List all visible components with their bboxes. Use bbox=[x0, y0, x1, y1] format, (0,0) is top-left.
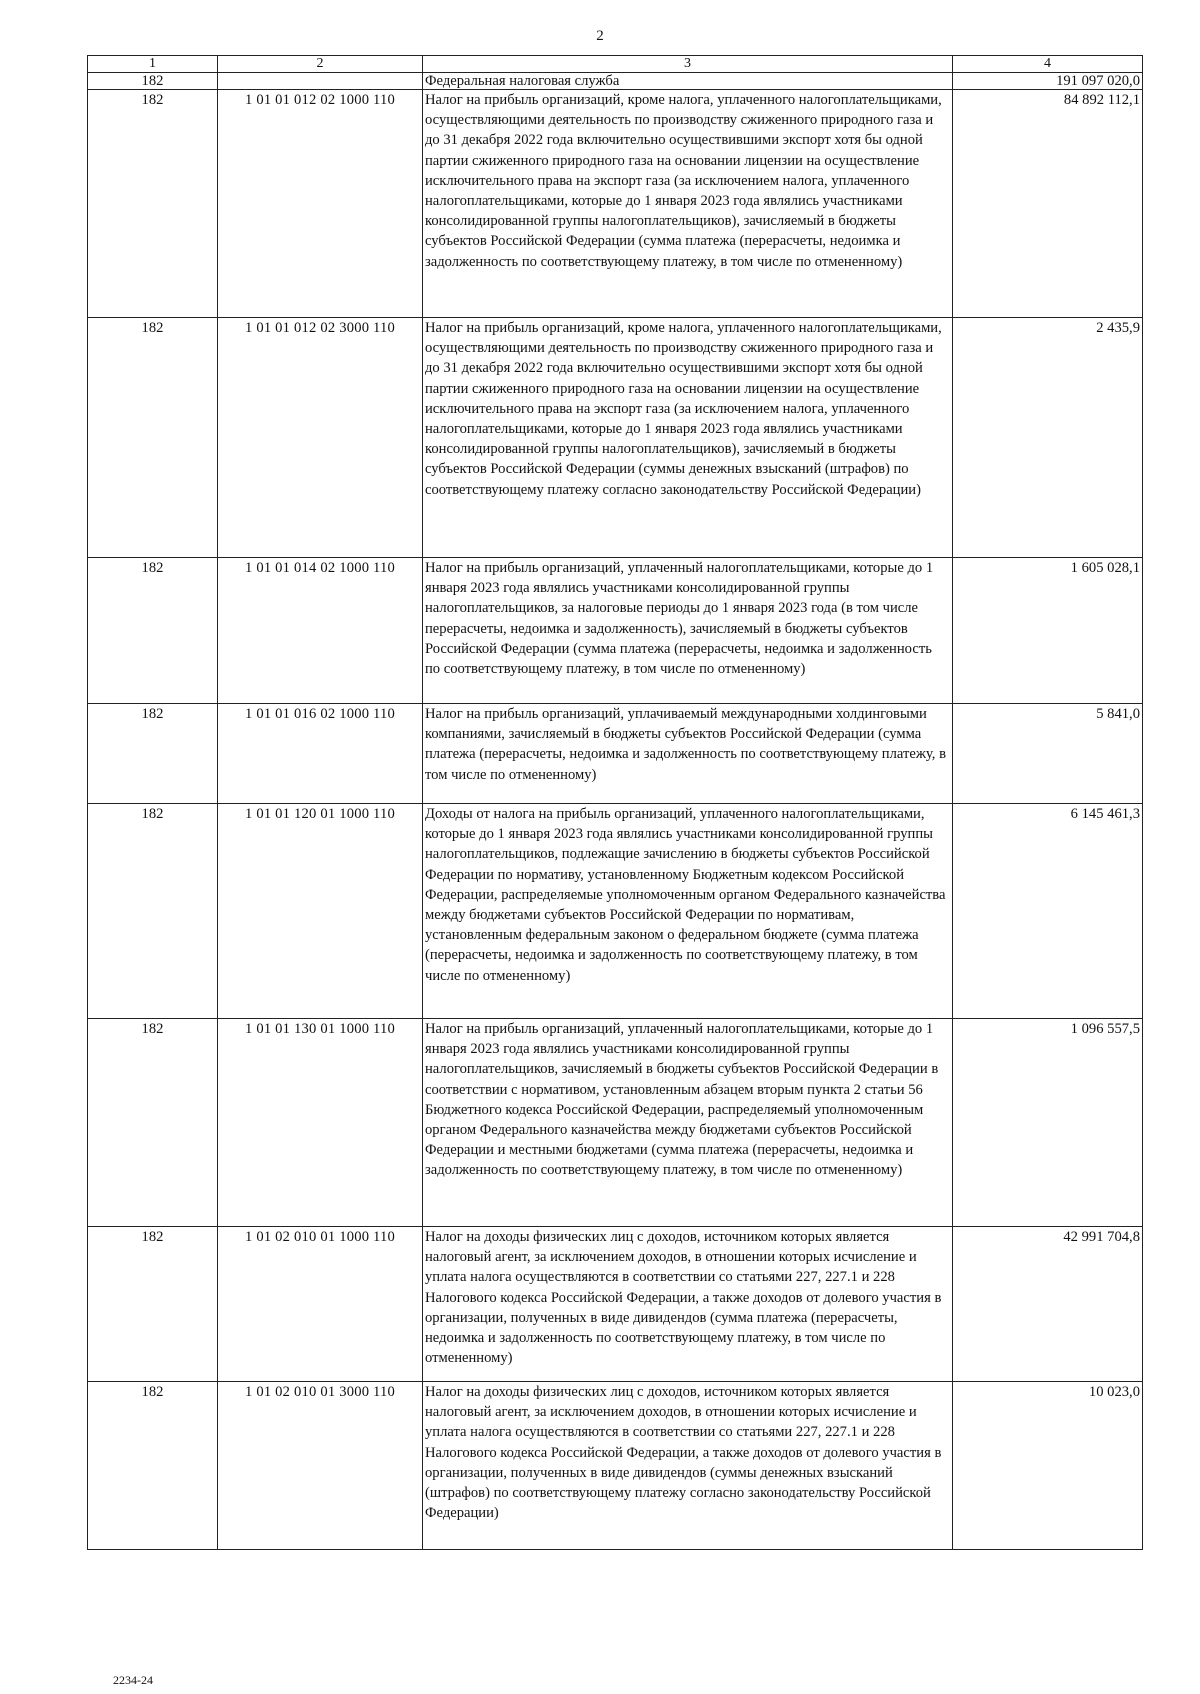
admin-code: 182 bbox=[88, 1382, 218, 1550]
revenue-name: Федеральная налоговая служба bbox=[423, 73, 953, 90]
amount: 5 841,0 bbox=[953, 704, 1143, 804]
header-row bbox=[88, 56, 1143, 73]
revenue-name: Налог на прибыль организаций, уплаченный налогоплательщиками, которые до 1 января 2023 года являлись участниками консолидированной группы налогоплательщиков, за налоговые периоды до 1 января 2023 года (в том числе перерасчеты, недоимка и задолженность), зачисляемый в бюджеты субъектов Российской Федерации (сумма платежа (перерасчеты, недоимка и задолженность по соответствующему платежу, в том числе по отмененному) bbox=[423, 558, 953, 704]
admin-code: 182 bbox=[88, 804, 218, 1019]
amount: 42 991 704,8 bbox=[953, 1227, 1143, 1382]
table-row bbox=[88, 704, 1143, 804]
document-code: 2234-24 bbox=[113, 1673, 153, 1687]
revenue-name: Налог на прибыль организаций, кроме налога, уплаченного налогоплательщиками, осуществляющими деятельность по производству сжиженного природного газа и до 31 декабря 2022 года включительно осуществившими экспорт хотя бы одной партии сжиженного природного газа на основании лицензии на осуществление исключительного права на экспорт газа (за исключением налога, уплаченного налогоплательщиками, которые до 1 января 2023 года являлись участниками консолидированной группы налогоплательщиков), зачисляемый в бюджеты субъектов Российской Федерации (суммы денежных взысканий (штрафов) по соответствующему платежу согласно законодательству Российской Федерации) bbox=[423, 318, 953, 558]
admin-code: 182 bbox=[88, 1019, 218, 1227]
budget-code: 1 01 02 010 01 3000 110 bbox=[218, 1382, 423, 1550]
admin-code: 182 bbox=[88, 318, 218, 558]
revenue-name: Налог на доходы физических лиц с доходов, источником которых является налоговый агент, за исключением доходов, в отношении которых исчисление и уплата налога осуществляются в соответствии со статьями 227, 227.1 и 228 Налогового кодекса Российской Федерации, а также доходов от долевого участия в организации, полученных в виде дивидендов (сумма платежа (перерасчеты, недоимка и задолженность по соответствующему платежу, в том числе по отмененному) bbox=[423, 1227, 953, 1382]
amount: 1 096 557,5 bbox=[953, 1019, 1143, 1227]
table-row bbox=[88, 1019, 1143, 1227]
amount: 6 145 461,3 bbox=[953, 804, 1143, 1019]
revenue-name: Налог на прибыль организаций, кроме налога, уплаченного налогоплательщиками, осуществляющими деятельность по производству сжиженного природного газа и до 31 декабря 2022 года включительно осуществившими экспорт хотя бы одной партии сжиженного природного газа на основании лицензии на осуществление исключительного права на экспорт газа (за исключением налога, уплаченного налогоплательщиками, которые до 1 января 2023 года являлись участниками консолидированной группы налогоплательщиков), зачисляемый в бюджеты субъектов Российской Федерации (сумма платежа (перерасчеты, недоимка и задолженность по соответствующему платежу, в том числе по отмененному) bbox=[423, 90, 953, 318]
header-col-4: 4 bbox=[953, 56, 1143, 73]
admin-code: 182 bbox=[88, 558, 218, 704]
revenue-table bbox=[87, 55, 1143, 1550]
revenue-name: Налог на прибыль организаций, уплаченный налогоплательщиками, которые до 1 января 2023 года являлись участниками консолидированной группы налогоплательщиков, зачисляемый в бюджеты субъектов Российской Федерации в соответствии с нормативом, установленным абзацем вторым пункта 2 статьи 56 Бюджетного кодекса Российской Федерации, распределяемый уполномоченным органом Федерального казначейства между бюджетами субъектов Российской Федерации и местными бюджетами (сумма платежа (перерасчеты, недоимка и задолженность по соответствующему платежу, в том числе по отмененному) bbox=[423, 1019, 953, 1227]
revenue-name: Налог на доходы физических лиц с доходов, источником которых является налоговый агент, за исключением доходов, в отношении которых исчисление и уплата налога осуществляются в соответствии со статьями 227, 227.1 и 228 Налогового кодекса Российской Федерации, а также доходов от долевого участия в организации, полученных в виде дивидендов (суммы денежных взысканий (штрафов) по соответствующему платежу согласно законодательству Российской Федерации) bbox=[423, 1382, 953, 1550]
table-row-total bbox=[88, 73, 1143, 90]
amount: 10 023,0 bbox=[953, 1382, 1143, 1550]
admin-code: 182 bbox=[88, 704, 218, 804]
budget-code bbox=[218, 73, 423, 90]
amount: 84 892 112,1 bbox=[953, 90, 1143, 318]
header-col-2: 2 bbox=[218, 56, 423, 73]
table-row bbox=[88, 558, 1143, 704]
admin-code: 182 bbox=[88, 73, 218, 90]
table-row bbox=[88, 804, 1143, 1019]
amount: 2 435,9 bbox=[953, 318, 1143, 558]
table-row bbox=[88, 318, 1143, 558]
budget-code: 1 01 01 120 01 1000 110 bbox=[218, 804, 423, 1019]
budget-code: 1 01 01 012 02 1000 110 bbox=[218, 90, 423, 318]
admin-code: 182 bbox=[88, 90, 218, 318]
budget-code: 1 01 01 012 02 3000 110 bbox=[218, 318, 423, 558]
page-number: 2 bbox=[596, 28, 604, 44]
budget-code: 1 01 02 010 01 1000 110 bbox=[218, 1227, 423, 1382]
budget-code: 1 01 01 016 02 1000 110 bbox=[218, 704, 423, 804]
admin-code: 182 bbox=[88, 1227, 218, 1382]
table-row bbox=[88, 1382, 1143, 1550]
budget-code: 1 01 01 014 02 1000 110 bbox=[218, 558, 423, 704]
header-col-1: 1 bbox=[88, 56, 218, 73]
table-row bbox=[88, 90, 1143, 318]
amount: 1 605 028,1 bbox=[953, 558, 1143, 704]
revenue-name: Доходы от налога на прибыль организаций, уплаченного налогоплательщиками, которые до 1 января 2023 года являлись участниками консолидированной группы налогоплательщиков, подлежащие зачислению в бюджеты субъектов Российской Федерации по нормативу, установленному Бюджетным кодексом Российской Федерации, распределяемые уполномоченным органом Федерального казначейства между бюджетами субъектов Российской Федерации по нормативам, установленным федеральным законом о федеральном бюджете (сумма платежа (перерасчеты, недоимка и задолженность по соответствующему платежу, в том числе по отмененному) bbox=[423, 804, 953, 1019]
budget-code: 1 01 01 130 01 1000 110 bbox=[218, 1019, 423, 1227]
revenue-name: Налог на прибыль организаций, уплачиваемый международными холдинговыми компаниями, зачисляемый в бюджеты субъектов Российской Федерации (сумма платежа (перерасчеты, недоимка и задолженность по соответствующему платежу, в том числе по отмененному) bbox=[423, 704, 953, 804]
amount: 191 097 020,0 bbox=[953, 73, 1143, 90]
table-row bbox=[88, 1227, 1143, 1382]
header-col-3: 3 bbox=[423, 56, 953, 73]
